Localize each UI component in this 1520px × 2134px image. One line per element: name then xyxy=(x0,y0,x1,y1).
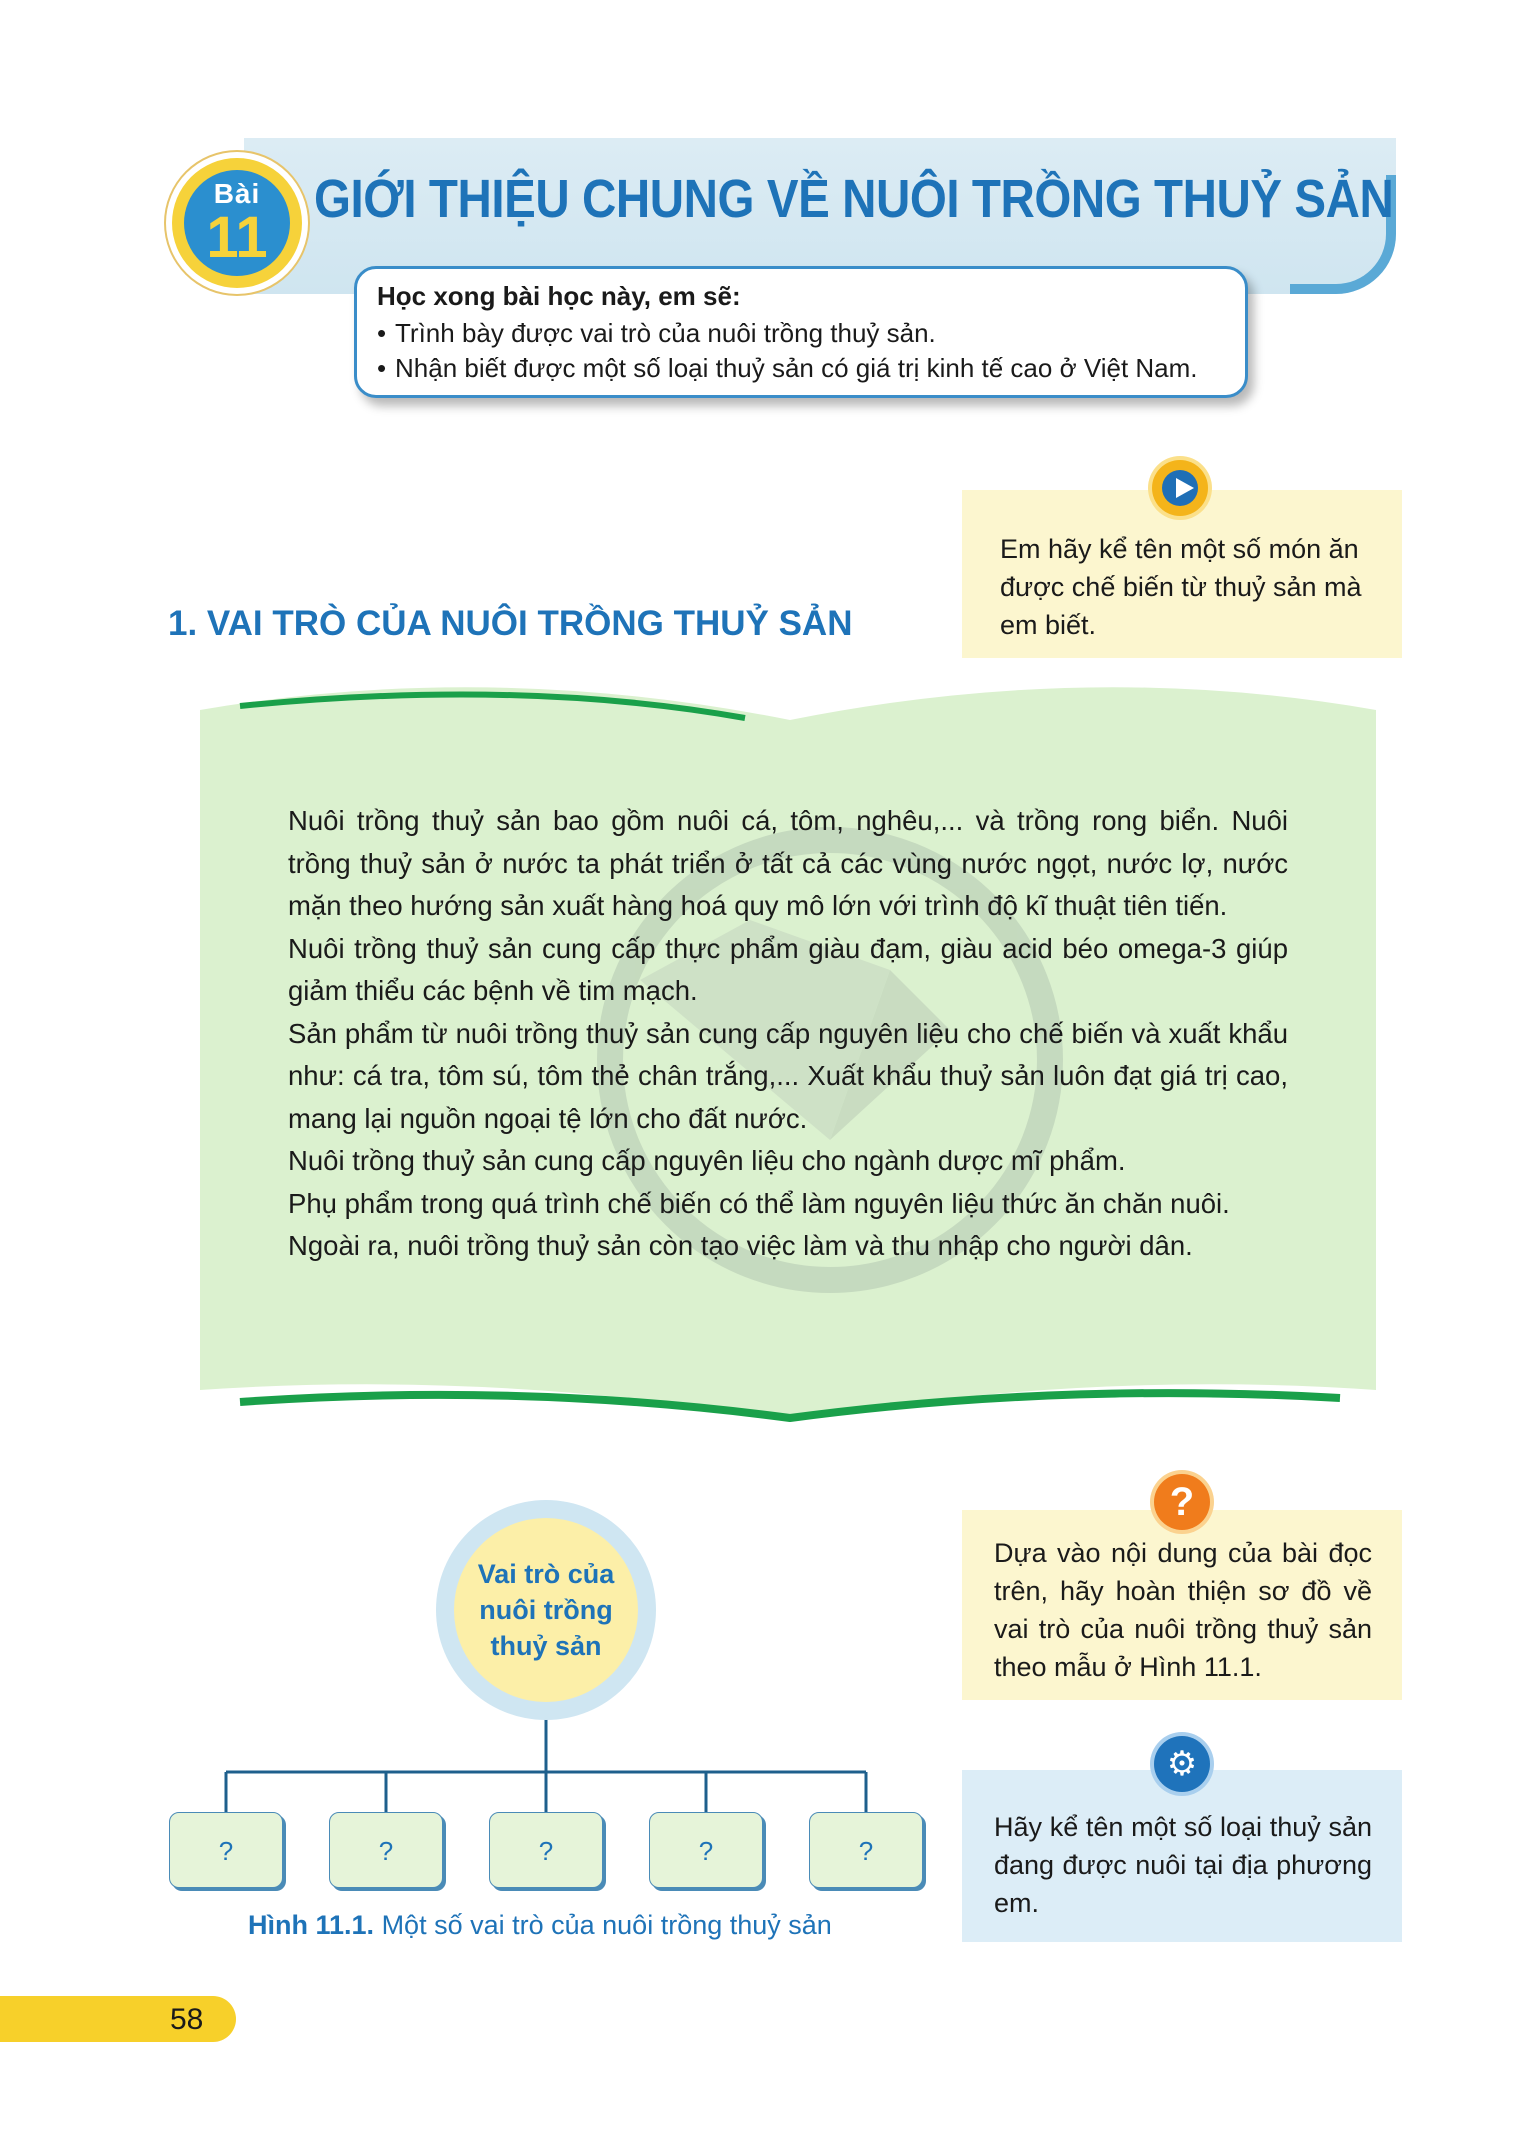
reading-paragraph: Ngoài ra, nuôi trồng thuỷ sản còn tạo việc làm và thu nhập cho người dân. xyxy=(288,1230,1193,1261)
lesson-badge xyxy=(172,158,302,288)
play-icon xyxy=(1152,460,1208,516)
diagram-role-box: ? xyxy=(809,1812,923,1888)
question-text: Dựa vào nội dung của bài đọc trên, hãy hoàn thiện sơ đồ về vai trò của nuôi trồng thuỷ sản theo mẫu ở Hình 11.1. xyxy=(994,1538,1372,1682)
question-icon: ? xyxy=(1154,1474,1210,1530)
diagram-center-node xyxy=(436,1500,656,1720)
page-number: 58 xyxy=(170,2003,204,2036)
figure-caption: Hình 11.1. Một số vai trò của nuôi trồng thuỷ sản xyxy=(248,1910,832,1940)
reading-paragraph: Sản phẩm từ nuôi trồng thuỷ sản cung cấp nguyên liệu cho chế biến và xuất khẩu như: cá tra, tôm sú, tôm thẻ chân trắng,... Xuất khẩu thuỷ sản luôn đạt giá trị cao, mang lại nguồn ngoại tệ lớn cho đất nước. xyxy=(288,1017,1288,1134)
lesson-title: GIỚI THIỆU CHUNG VỀ NUÔI TRỒNG THUỶ SẢN xyxy=(314,169,1394,229)
reading-paragraph: Nuôi trồng thuỷ sản bao gồm nuôi cá, tôm, nghêu,... và trồng rong biển. Nuôi trồng thuỷ sản ở nước ta phát triển ở tất cả các vùng nước ngọt, nước lợ, nước mặn theo hướng sản xuất hàng hoá quy mô lớn với trình độ kĩ thuật tiên tiến. xyxy=(288,805,1288,921)
objectives-heading: Học xong bài học này, em sẽ: xyxy=(377,281,741,311)
reading-paragraph: Phụ phẩm trong quá trình chế biến có thể làm nguyên liệu thức ăn chăn nuôi. xyxy=(288,1187,1230,1219)
diagram-center-label: Vai trò của nuôi trồng thuỷ sản xyxy=(454,1518,638,1702)
reading-paragraph: Nuôi trồng thuỷ sản cung cấp nguyên liệu cho ngành dược mĩ phẩm. xyxy=(288,1145,1126,1176)
reading-paragraph: Nuôi trồng thuỷ sản cung cấp thực phẩm giàu đạm, giàu acid béo omega-3 giúp giảm thiểu các bệnh về tim mạch. xyxy=(288,932,1288,1006)
reading-text xyxy=(288,800,1288,1268)
practice-box xyxy=(962,1770,1402,1942)
objective-item: • Nhận biết được một số loại thuỷ sản có giá trị kinh tế cao ở Việt Nam. xyxy=(377,353,1198,383)
section-heading: 1. VAI TRÒ CỦA NUÔI TRỒNG THUỶ SẢN xyxy=(168,604,853,643)
diagram-role-box: ? xyxy=(329,1812,443,1888)
badge-number: 11 xyxy=(206,205,268,270)
diagram-role-box: ? xyxy=(649,1812,763,1888)
gear-icon: ⚙ xyxy=(1154,1736,1210,1792)
diagram-role-box: ? xyxy=(169,1812,283,1888)
objective-item: • Trình bày được vai trò của nuôi trồng thuỷ sản. xyxy=(377,318,936,348)
practice-text: Hãy kể tên một số loại thuỷ sản đang được nuôi tại địa phương em. xyxy=(994,1812,1372,1918)
intro-text: Em hãy kể tên một số món ăn được chế biến từ thuỷ sản mà em biết. xyxy=(1000,534,1362,640)
question-box xyxy=(962,1510,1402,1700)
badge-word: Bài xyxy=(213,178,261,209)
objectives-box xyxy=(354,266,1248,398)
diagram-role-box: ? xyxy=(489,1812,603,1888)
